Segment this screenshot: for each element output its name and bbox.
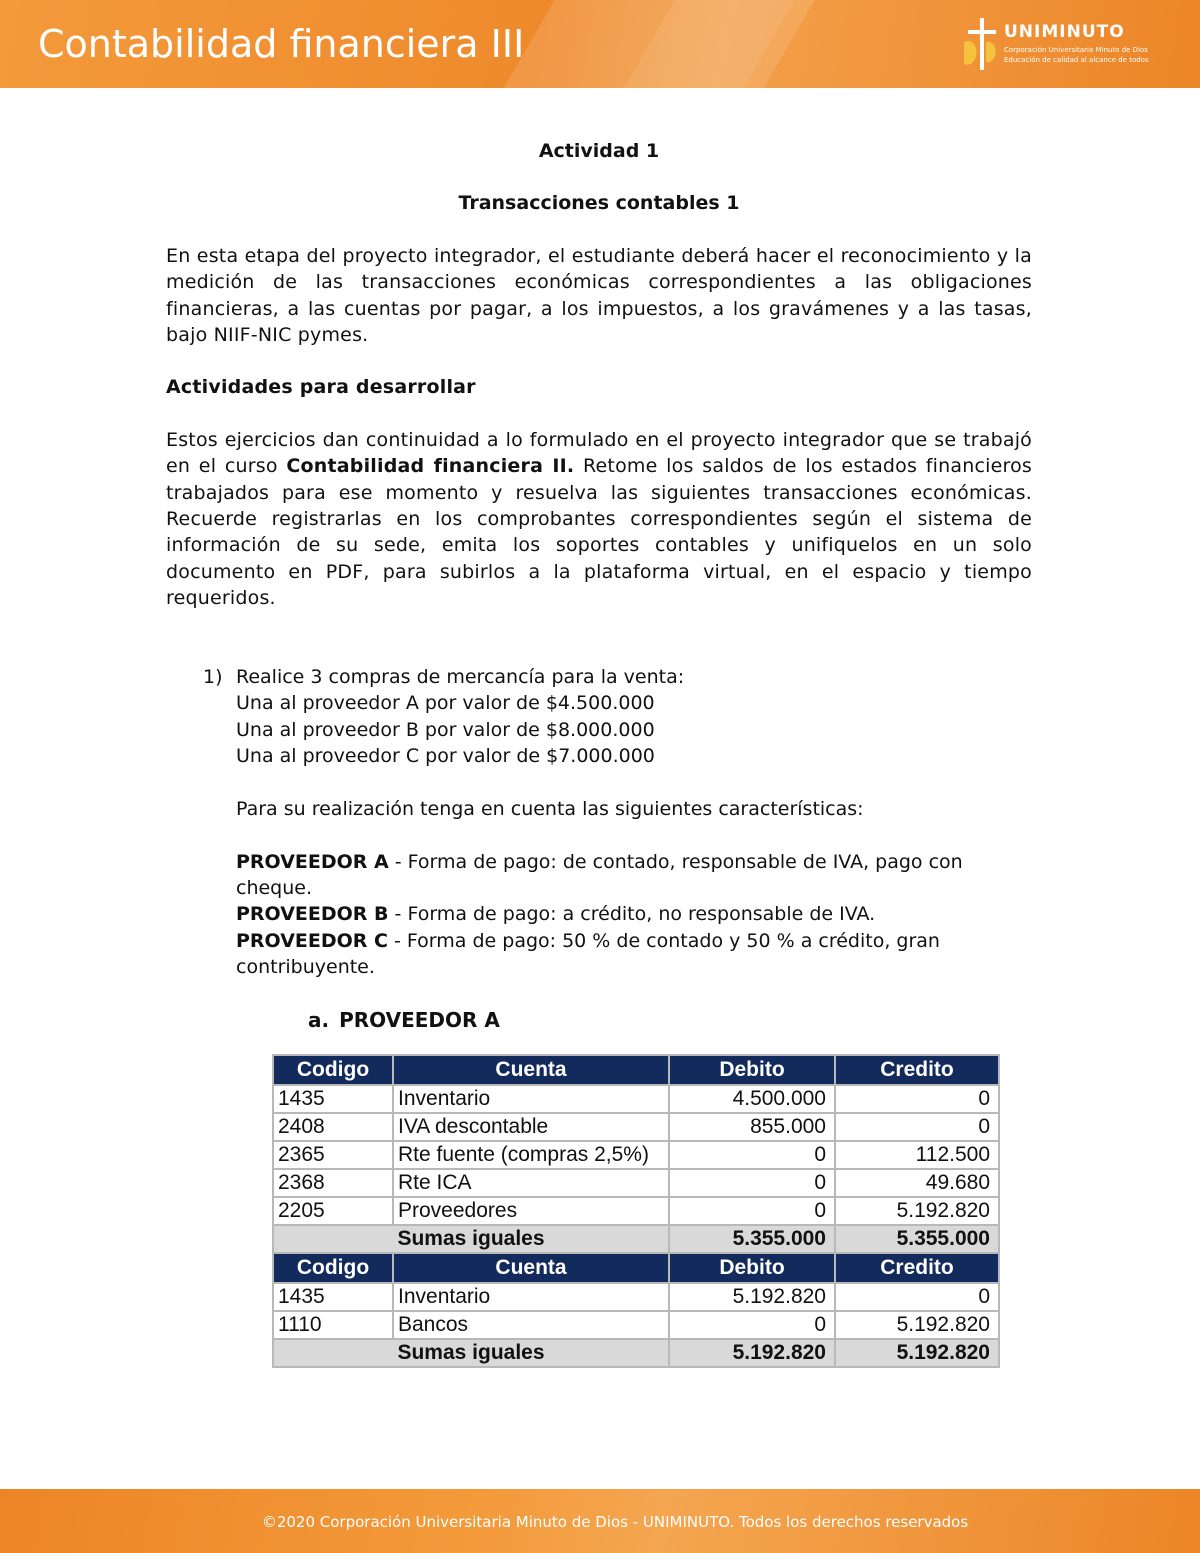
totals-row [273, 1225, 999, 1253]
course-title: Contabilidad financiera III [38, 22, 525, 66]
debit-value: 5.192.820 [669, 1283, 835, 1311]
document-title: Actividad 1 [538, 140, 660, 162]
purchase-line: Una al proveedor B por valor de $8.000.000 [236, 718, 655, 741]
header-cuenta: Cuenta [393, 1253, 669, 1283]
totals-label: Sumas iguales [273, 1339, 669, 1367]
table-row [273, 1311, 999, 1339]
supplier-name: PROVEEDOR A [236, 850, 389, 873]
supplier-desc: - Forma de pago: 50 % de contado y 50 % a crédito, gran contribuyente. [236, 929, 940, 979]
table-row [273, 1197, 999, 1225]
table-row [273, 1169, 999, 1197]
debit-value: 0 [669, 1141, 835, 1169]
credit-value: 0 [835, 1283, 999, 1311]
table-row [273, 1283, 999, 1311]
supplier-c [236, 928, 1032, 981]
table-header-row [273, 1055, 999, 1085]
totals-row [273, 1339, 999, 1367]
item-number: 1) [203, 665, 223, 688]
section-title: PROVEEDOR A [339, 1007, 500, 1032]
supplier-name: PROVEEDOR C [236, 929, 388, 952]
copyright-text: ©2020 Corporación Universitaria Minuto de Dios - UNIMINUTO. Todos los derechos reservados [261, 1513, 969, 1531]
account-code: 2365 [273, 1141, 393, 1169]
account-code: 1110 [273, 1311, 393, 1339]
debit-value: 0 [669, 1311, 835, 1339]
credit-value: 49.680 [835, 1169, 999, 1197]
document-subtitle: Transacciones contables 1 [458, 192, 740, 215]
credit-value: 0 [835, 1085, 999, 1113]
table-row [273, 1141, 999, 1169]
header-cuenta: Cuenta [393, 1055, 669, 1085]
table-row [273, 1085, 999, 1113]
account-code: 1435 [273, 1283, 393, 1311]
logo-subtitle-1: Corporación Universitaria Minuto de Dios [1004, 46, 1148, 54]
account-name: Proveedores [393, 1197, 669, 1225]
course-reference: Contabilidad financiera II. [286, 455, 575, 478]
activities-paragraph [166, 427, 1032, 612]
journal-entry-table [272, 1054, 1000, 1368]
debit-value: 0 [669, 1169, 835, 1197]
header-codigo: Codigo [273, 1253, 393, 1283]
account-code: 2408 [273, 1113, 393, 1141]
activities-heading: Actividades para desarrollar [166, 376, 476, 399]
table-row [273, 1113, 999, 1141]
header-credito: Credito [835, 1055, 999, 1085]
credit-value: 0 [835, 1113, 999, 1141]
document-body [166, 138, 1032, 1033]
account-name: Inventario [393, 1283, 669, 1311]
supplier-a [236, 849, 1032, 902]
total-debit: 5.355.000 [669, 1225, 835, 1253]
section-letter: a. [308, 1007, 330, 1032]
debit-value: 4.500.000 [669, 1085, 835, 1113]
uniminuto-logo-icon [962, 16, 1000, 72]
supplier-desc: - Forma de pago: de contado, responsable de IVA, pago con cheque. [236, 850, 963, 899]
supplier-desc: - Forma de pago: a crédito, no responsable de IVA. [388, 903, 876, 926]
account-name: Rte fuente (compras 2,5%) [393, 1141, 669, 1169]
activities-text-1: Estos ejercicios dan continuidad a lo formulado en el proyecto integrador que se trabajó en el curso [166, 428, 1032, 478]
total-credit: 5.355.000 [835, 1225, 999, 1253]
section-heading [166, 1007, 1032, 1033]
credit-value: 112.500 [835, 1141, 999, 1169]
total-debit: 5.192.820 [669, 1339, 835, 1367]
purchase-line: Una al proveedor A por valor de $4.500.000 [236, 692, 655, 715]
page-footer [0, 1489, 1200, 1553]
account-name: Inventario [393, 1085, 669, 1113]
debit-value: 855.000 [669, 1113, 835, 1141]
total-credit: 5.192.820 [835, 1339, 999, 1367]
intro-paragraph: En esta etapa del proyecto integrador, el estudiante deberá hacer el reconocimiento y la medición de las transacciones económicas correspondientes a las obligaciones financieras, a las cuentas por pagar, a los impuestos, a los gravámenes y a las tasas, bajo NIIF-NIC pymes. [166, 244, 1032, 347]
header-debito: Debito [669, 1253, 835, 1283]
header-codigo: Codigo [273, 1055, 393, 1085]
account-code: 2368 [273, 1169, 393, 1197]
credit-value: 5.192.820 [835, 1197, 999, 1225]
account-name: Rte ICA [393, 1169, 669, 1197]
account-code: 1435 [273, 1085, 393, 1113]
logo-subtitle-2: Educación de calidad al alcance de todos [1004, 56, 1149, 64]
debit-value: 0 [669, 1197, 835, 1225]
account-code: 2205 [273, 1197, 393, 1225]
logo-name: UNIMINUTO [1004, 22, 1125, 42]
account-name: Bancos [393, 1311, 669, 1339]
table-header-row [273, 1253, 999, 1283]
uniminuto-logo [962, 16, 1162, 72]
purchase-line: Una al proveedor C por valor de $7.000.000 [236, 744, 655, 767]
supplier-b [236, 901, 1032, 927]
activities-text-2: Retome los saldos de los estados financieros trabajados para ese momento y resuelva las siguientes transacciones económicas. Recuerde registrarlas en los comprobantes correspondientes según el sistema de información de su sede, emita los soportes contables y unifiquelos en un solo documento en PDF, para subirlos a la plataforma virtual, en el espacio y tiempo requeridos. [166, 455, 1032, 610]
header-credito: Credito [835, 1253, 999, 1283]
account-name: IVA descontable [393, 1113, 669, 1141]
totals-label: Sumas iguales [273, 1225, 669, 1253]
header-debito: Debito [669, 1055, 835, 1085]
exercise-item [166, 664, 1032, 981]
credit-value: 5.192.820 [835, 1311, 999, 1339]
item-intro: Realice 3 compras de mercancía para la venta: [236, 665, 685, 688]
characteristics-intro: Para su realización tenga en cuenta las siguientes características: [236, 797, 864, 820]
supplier-name: PROVEEDOR B [236, 903, 389, 926]
page-header [0, 0, 1200, 88]
